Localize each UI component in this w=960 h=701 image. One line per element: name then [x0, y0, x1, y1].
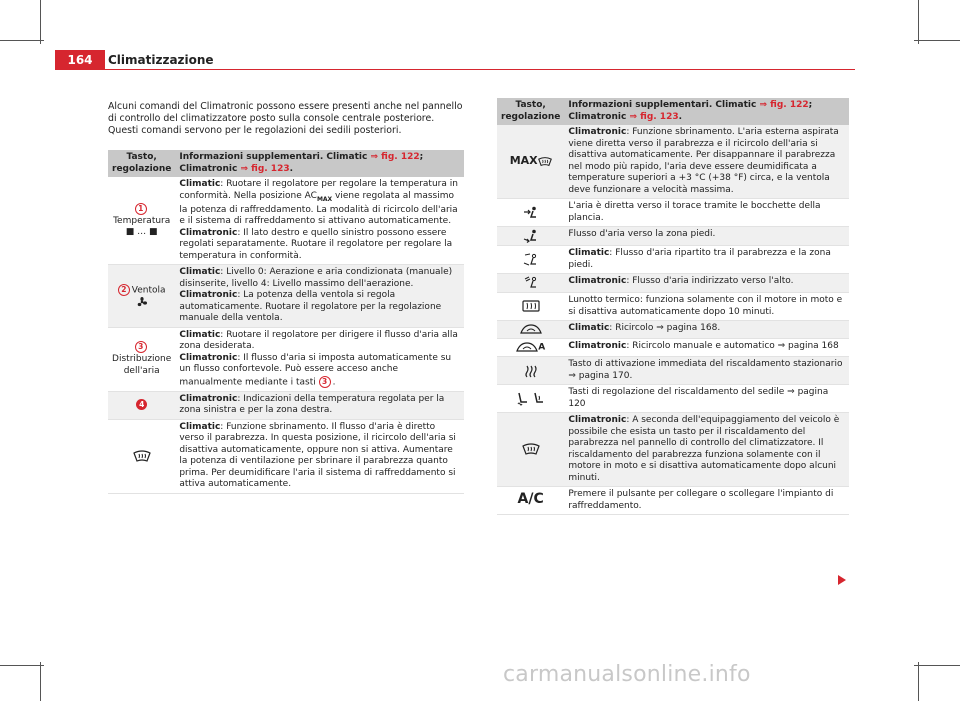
row-label — [108, 391, 175, 419]
crop-mark — [40, 662, 41, 701]
row-label: A — [497, 339, 564, 357]
temperature-squares: ■ … ■ — [125, 227, 158, 238]
page-title: Climatizzazione — [108, 53, 214, 67]
row-text: Climatronic: Indicazioni della temperatura regolata per la zona sinistra e per la zona destra. — [175, 391, 464, 419]
row-text: Tasto di attivazione immediata del riscaldamento stazionario ⇒ pagina 170. — [564, 357, 849, 385]
row-text: Lunotto termico: funziona solamente con il motore in moto e si disattiva automaticamente dopo 10 minuti. — [564, 293, 849, 321]
windshield-defrost-icon — [538, 156, 552, 167]
intro-paragraph: Alcuni comandi del Climatronic possono essere presenti anche nel pannello di controllo del climatizzatore posto sulla console centrale posteriore. Questi comandi servono per le regolazioni dei sedili posteriori. — [108, 101, 463, 136]
row-text: Tasti di regolazione del riscaldamento del sedile ⇒ pagina 120 — [564, 385, 849, 413]
fig-link[interactable]: ⇒ fig. 122 — [759, 100, 809, 110]
fig-link[interactable]: ⇒ fig. 123 — [629, 111, 679, 122]
air-to-feet-icon — [523, 229, 539, 243]
crop-mark — [918, 0, 919, 44]
table-row — [497, 199, 849, 227]
row-text: Flusso d'aria verso la zona piedi. — [564, 227, 849, 246]
header-rule — [105, 69, 855, 70]
row-label — [497, 413, 564, 487]
max-defrost-icon: MAX — [509, 153, 538, 167]
row-label — [497, 321, 564, 339]
col-header-info: Informazioni supplementari. Climatic ⇒ fig. 122; Climatronic ⇒ fig. 123. — [175, 150, 464, 177]
row-label — [497, 357, 564, 385]
row-text: Climatic: Flusso d'aria ripartito tra il parabrezza e la zona piedi. — [564, 246, 849, 274]
row-text: Climatic: Livello 0: Aerazione e aria condizionata (manuale) disinserite, livello 4: Livello massimo dell'aerazione. Climatronic: La potenza della ventola si regola automaticamente. Ruotare il regolatore per la regolazione manuale della ventola. — [175, 265, 464, 328]
row-text: Climatic: Ruotare il regolatore per dirigere il flusso d'aria alla zona desiderata. Climatronic: Il flusso d'aria si imposta automaticamente su un flusso confortevole. Può essere acceso anche manualmente mediante i tasti 3 . — [175, 327, 464, 391]
fan-icon — [137, 297, 147, 307]
recirculation-icon — [520, 323, 542, 335]
table-row — [497, 246, 849, 274]
air-windshield-and-feet-icon — [523, 253, 539, 267]
table-row — [497, 293, 849, 321]
row-text: Climatronic: Funzione sbrinamento. L'aria esterna aspirata viene diretta verso il parabrezza e il ricircolo dell'aria si disattiva automaticamente. Per disappannare il parabrezza nel modo più rapido, l'aria deve essere deumidificata a temperature superiori a +3 °C (+38 °F) circa, e la ventola deve funzionare a velocità massima. — [564, 125, 849, 199]
table-row — [497, 385, 849, 413]
row-label: 2 Ventola — [108, 265, 175, 328]
page-number: 164 — [55, 50, 105, 70]
table-row — [497, 321, 849, 339]
row-label — [497, 199, 564, 227]
table-row — [108, 419, 464, 493]
left-controls-table — [108, 150, 464, 494]
table-row — [497, 227, 849, 246]
row-text: Climatic: Ricircolo ⇒ pagina 168. — [564, 321, 849, 339]
row-label — [497, 246, 564, 274]
crop-mark — [918, 662, 919, 701]
row-text: Climatronic: Flusso d'aria indirizzato verso l'alto. — [564, 274, 849, 293]
crop-mark — [40, 0, 41, 44]
row-label: 3Distribuzione dell'aria — [108, 327, 175, 391]
row-label — [497, 385, 564, 413]
row-label — [497, 293, 564, 321]
table-row — [497, 357, 849, 385]
row-text: Premere il pulsante per collegare o scollegare l'impianto di raffreddamento. — [564, 487, 849, 515]
crop-mark — [914, 665, 960, 666]
ac-icon: A/C — [517, 490, 544, 507]
table-row — [497, 413, 849, 487]
table-row — [108, 327, 464, 391]
right-controls-table — [497, 98, 849, 515]
table-row — [108, 265, 464, 328]
table-row — [108, 391, 464, 419]
col-header-button: Tasto, regolazione — [108, 150, 175, 177]
number-marker: 1 — [135, 203, 147, 215]
fig-link[interactable]: ⇒ fig. 123 — [240, 163, 290, 174]
fig-link[interactable]: ⇒ fig. 122 — [370, 152, 420, 162]
row-label — [497, 274, 564, 293]
number-marker: 3 — [319, 376, 331, 388]
parking-heater-icon — [524, 364, 538, 378]
watermark: carmanualsonline.info — [503, 662, 751, 687]
row-label — [497, 227, 564, 246]
crop-mark — [0, 665, 44, 666]
windshield-heater-icon — [522, 443, 540, 455]
crop-mark — [0, 40, 44, 41]
row-label — [108, 419, 175, 493]
col-header-button: Tasto, regolazione — [497, 98, 564, 125]
table-row — [497, 274, 849, 293]
number-marker: 2 — [118, 284, 130, 296]
table-row — [497, 125, 849, 199]
rear-window-heater-icon — [522, 300, 540, 312]
col-header-info: Informazioni supplementari. Climatic ⇒ fig. 122; Climatronic ⇒ fig. 123. — [564, 98, 849, 125]
table-row — [497, 487, 849, 515]
air-up-icon — [523, 276, 539, 290]
number-marker: 3 — [135, 341, 147, 353]
row-text: Climatic: Ruotare il regolatore per regolare la temperatura in conformità. Nella posizione $AC_{MAX}$ viene regolata al massimo la potenza di raffreddamento. La modalità di ricircolo dell'aria e il sistema di raffreddamento si attivano automaticamente. Climatronic: Il lato destro e quello sinistro possono essere regolati separatamente. Ruotare il regolatore per regolare la temperatura in conformità. — [175, 177, 464, 265]
windshield-defrost-icon — [133, 450, 151, 462]
seat-heating-icon — [516, 391, 546, 407]
row-text: L'aria è diretta verso il torace tramite le bocchette della plancia. — [564, 199, 849, 227]
row-label — [497, 125, 564, 199]
table-row — [497, 339, 849, 357]
air-to-upper-body-icon — [523, 206, 539, 220]
row-label: 1Temperatura ■ … ■ — [108, 177, 175, 265]
number-marker: 4 — [136, 399, 147, 410]
crop-mark — [914, 40, 960, 41]
row-text: Climatronic: A seconda dell'equipaggiamento del veicolo è possibile che esista un tasto per il riscaldamento del parabrezza nel pannello di controllo del climatizzatore. Il riscaldamento del parabrezza funziona solamente con il motore in moto e si disattiva automaticamente dopo alcuni minuti. — [564, 413, 849, 487]
row-text: Climatic: Funzione sbrinamento. Il flusso d'aria è diretto verso il parabrezza. In questa posizione, il ricircolo dell'aria si disattiva automaticamente, oppure non si attiva. Aumentare la potenza di ventilazione per sbrinare il parabrezza quanto prima. Per deumidificare l'aria il sistema di raffreddamento si attiva automaticamente. — [175, 419, 464, 493]
row-label — [497, 487, 564, 515]
row-text: Climatronic: Ricircolo manuale e automatico ⇒ pagina 168 — [564, 339, 849, 357]
auto-recirculation-icon — [516, 341, 538, 353]
table-row — [108, 177, 464, 265]
continue-arrow-icon — [838, 575, 846, 585]
